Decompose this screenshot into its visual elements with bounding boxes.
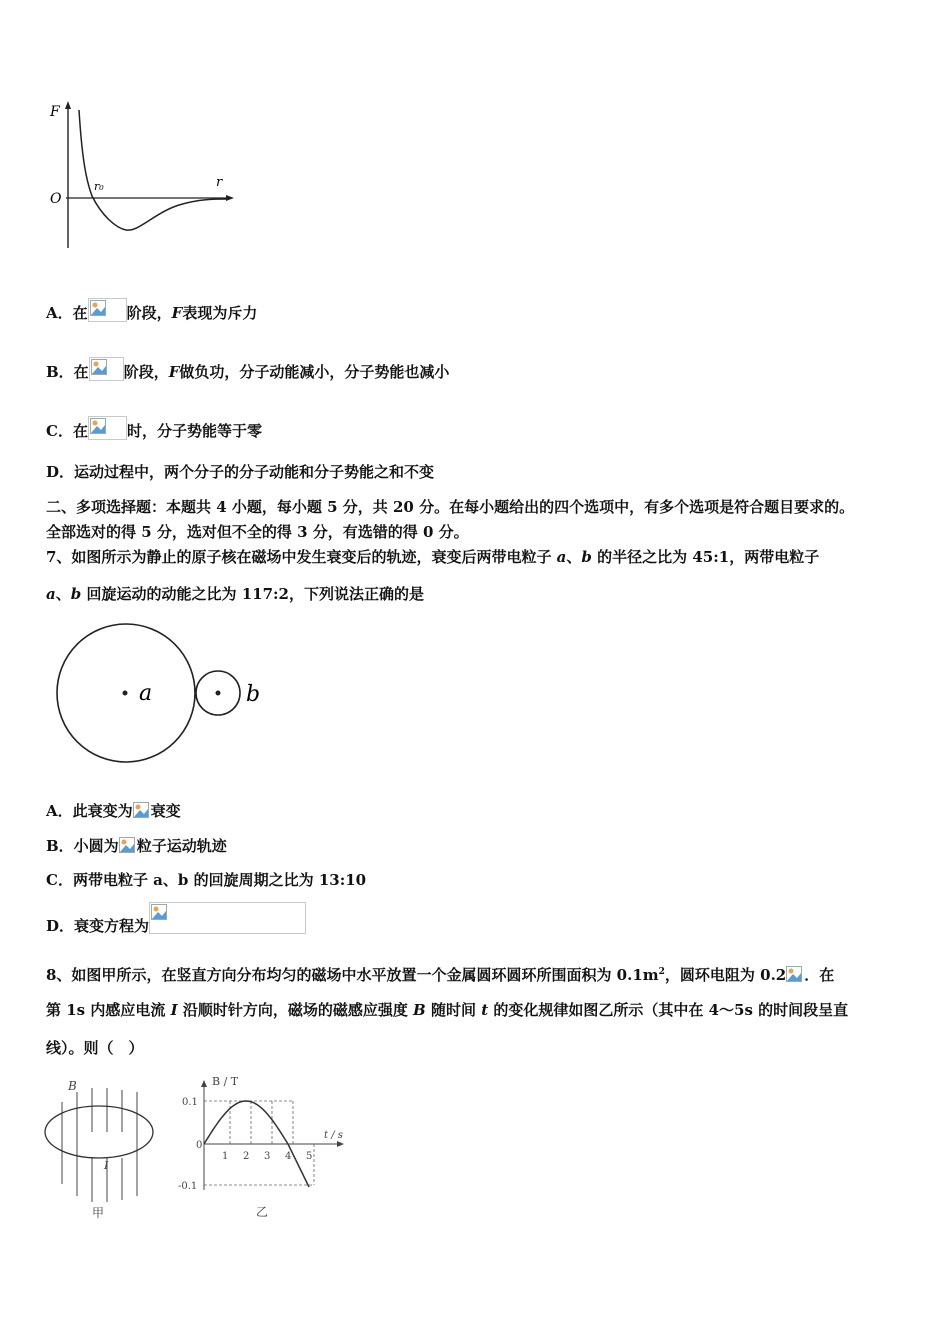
broken-image-icon (786, 966, 804, 984)
label-b: b (246, 682, 261, 707)
q7-stem-line2: a、b 回旋运动的动能之比为 117:2，下列说法正确的是 (46, 585, 424, 603)
broken-image-icon (89, 357, 124, 381)
caption-yi: 乙 (256, 1205, 269, 1219)
q8-stem-line2: 第 1s 内感应电流 I 沿顺时针方向，磁场的磁感应强度 B 随时间 t 的变化规律如图乙所示（其中在 4～5s 的时间段呈直 (46, 1001, 849, 1019)
x-tick-1: 1 (222, 1151, 229, 1162)
q6-option-d: D．运动过程中，两个分子的分子动能和分子势能之和不变 (46, 463, 435, 481)
y-axis-label: B / T (212, 1075, 239, 1088)
x-tick-5: 5 (306, 1151, 313, 1162)
y-tick-bottom: -0.1 (178, 1181, 198, 1192)
caption-jia: 甲 (92, 1206, 105, 1220)
broken-image-icon (149, 902, 306, 934)
q7-option-a: A．此衰变为 衰变 (46, 802, 181, 820)
section2-instructions-line1: 二、多项选择题：本题共 4 小题，每小题 5 分，共 20 分。在每小题给出的四个选项中，有多个选项是符合题目要求的。 (46, 498, 855, 516)
x-tick-3: 3 (264, 1151, 271, 1162)
ring-in-field-figure (40, 1074, 165, 1222)
origin-label: O (50, 191, 62, 207)
section2-instructions-line2: 全部选对的得 5 分，选对但不全的得 3 分，有选错的得 0 分。 (46, 523, 469, 541)
b-t-graph (176, 1072, 356, 1222)
q6-option-b: B．在 阶段，F做负功，分子动能减小，分子势能也减小 (46, 357, 449, 382)
broken-image-icon (119, 837, 137, 855)
origin-label: 0 (196, 1140, 203, 1151)
y-axis-label-F: F (50, 104, 60, 120)
label-a: a (139, 681, 153, 706)
x-tick-4: 4 (285, 1151, 292, 1162)
q7-option-b: B．小圆为 粒子运动轨迹 (46, 837, 227, 855)
q7-option-c: C．两带电粒子 a、b 的回旋周期之比为 13:10 (46, 871, 367, 889)
decay-tracks-figure (50, 618, 280, 768)
r0-label: r₀ (94, 180, 104, 193)
q7-option-d: D．衰变方程为 (46, 902, 306, 934)
broken-image-icon (88, 416, 127, 440)
x-axis-label: t / s (324, 1130, 343, 1141)
time-tick-labels (222, 1151, 312, 1162)
broken-image-icon (88, 298, 127, 322)
q8-stem-line3: 线）。则（ ） (46, 1039, 144, 1057)
q7-stem-line1: 7、如图所示为静止的原子核在磁场中发生衰变后的轨迹，衰变后两带电粒子 a、b 的半径之比为 45:1，两带电粒子 (46, 548, 820, 566)
broken-image-icon (133, 802, 151, 820)
force-distance-graph (44, 98, 244, 253)
x-tick-2: 2 (243, 1151, 250, 1162)
q6-option-a: A．在 阶段，F表现为斥力 (46, 298, 257, 323)
y-tick-top: 0.1 (182, 1097, 198, 1108)
x-axis-label-r: r (216, 175, 223, 190)
q6-option-c: C．在 时，分子势能等于零 (46, 416, 262, 441)
current-label-I: I (104, 1159, 109, 1172)
field-label-B: B (68, 1079, 77, 1093)
q8-stem-line1: 8、如图甲所示，在竖直方向分布均匀的磁场中水平放置一个金属圆环圆环所围面积为 $0.1m^2$，圆环电阻为 0.2 ．在 (46, 966, 835, 984)
